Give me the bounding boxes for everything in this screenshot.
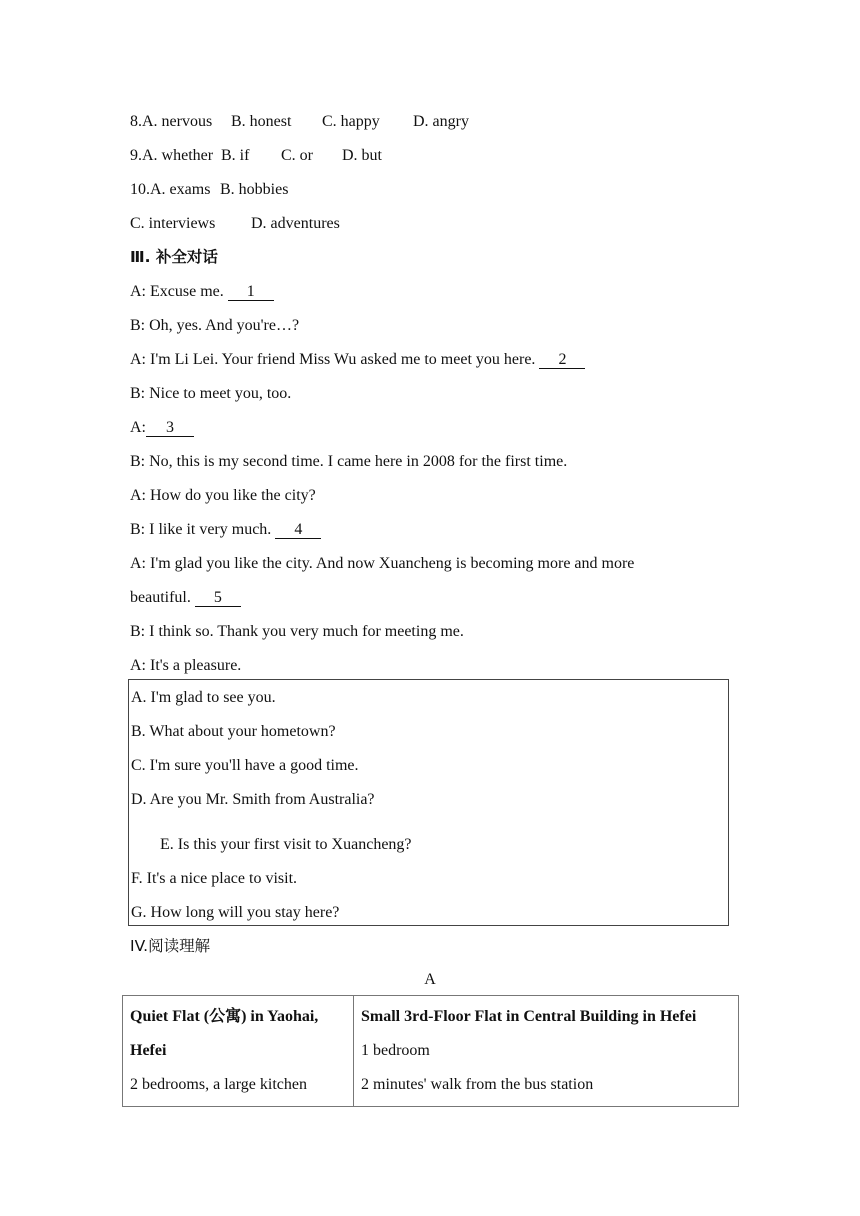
dialogue-text: B: Nice to meet you, too.: [130, 385, 292, 402]
question-8: [130, 112, 469, 132]
dialogue-text: B: Oh, yes. And you're…?: [130, 317, 300, 334]
option-d: D. adventures: [251, 215, 340, 232]
option-item: C. I'm sure you'll have a good time.: [131, 757, 359, 774]
option-d: D. angry: [413, 113, 469, 130]
option-d: D. but: [342, 147, 382, 164]
option-b: B. hobbies: [220, 181, 289, 198]
dialogue-text: B: I think so. Thank you very much for meeting me.: [130, 623, 464, 640]
dialogue-line: [130, 418, 194, 438]
dialogue-text: beautiful.: [130, 589, 195, 606]
flat-detail: 1 bedroom: [361, 1042, 430, 1059]
option-item: B. What about your hometown?: [131, 723, 336, 740]
option-a: A. exams: [150, 181, 211, 198]
option-c: C. interviews: [130, 215, 216, 232]
flat-detail: 2 minutes' walk from the bus station: [361, 1076, 594, 1093]
option-item: G. How long will you stay here?: [131, 904, 340, 921]
section-3-heading: Ⅲ. 补全对话: [130, 248, 218, 266]
dialogue-text: A: It's a pleasure.: [130, 657, 242, 674]
option-b: B. if: [221, 147, 250, 164]
flat-cell-yaohai: [123, 996, 354, 1107]
dialogue-text: A: Excuse me.: [130, 283, 228, 300]
answer-blank: 1: [228, 283, 274, 301]
dialogue-line: [130, 384, 291, 404]
answer-options-box: [128, 679, 729, 926]
flat-title: Quiet Flat (公寓) in Yaohai,: [130, 1008, 319, 1025]
question-10-continued: [130, 214, 340, 234]
question-number: 9.: [130, 147, 142, 164]
flats-table: [122, 995, 739, 1107]
option-item: F. It's a nice place to visit.: [131, 870, 298, 887]
table-row: [123, 996, 739, 1107]
question-number: 10.: [130, 181, 150, 198]
flat-title-continued: Hefei: [130, 1042, 167, 1059]
question-9: [130, 146, 382, 166]
dialogue-text: A: I'm glad you like the city. And now Xuancheng is becoming more and more: [130, 555, 635, 572]
dialogue-line: [130, 282, 274, 302]
answer-blank: 4: [275, 521, 321, 539]
answer-blank: 3: [146, 419, 194, 437]
option-c: C. happy: [322, 113, 380, 130]
flat-cell-central: [354, 996, 739, 1107]
option-c: C. or: [281, 147, 313, 164]
dialogue-line: [130, 656, 241, 676]
dialogue-text: A: I'm Li Lei. Your friend Miss Wu asked me to meet you here.: [130, 351, 540, 368]
option-item: A. I'm glad to see you.: [131, 689, 276, 706]
answer-blank: 5: [195, 589, 241, 607]
dialogue-line: [130, 588, 241, 608]
dialogue-line: [130, 554, 634, 574]
question-10: [130, 180, 288, 200]
dialogue-text: A:: [130, 419, 146, 436]
passage-label: A: [424, 971, 436, 988]
option-a: A. nervous: [142, 113, 213, 130]
question-number: 8.: [130, 113, 142, 130]
dialogue-line: [130, 316, 299, 336]
dialogue-line: [130, 622, 464, 642]
option-item: D. Are you Mr. Smith from Australia?: [131, 791, 375, 808]
dialogue-line: [130, 452, 567, 472]
option-item: E. Is this your first visit to Xuancheng?: [160, 836, 412, 853]
dialogue-line: [130, 486, 316, 506]
dialogue-line: [130, 350, 585, 370]
option-b: B. honest: [231, 113, 292, 130]
section-4-heading: IV.阅读理解: [130, 937, 211, 955]
flat-title: Small 3rd-Floor Flat in Central Building in Hefei: [361, 1008, 697, 1025]
answer-blank: 2: [539, 351, 585, 369]
flat-detail: 2 bedrooms, a large kitchen: [130, 1076, 307, 1093]
dialogue-text: A: How do you like the city?: [130, 487, 316, 504]
dialogue-line: [130, 520, 321, 540]
dialogue-text: B: No, this is my second time. I came here in 2008 for the first time.: [130, 453, 568, 470]
option-a: A. whether: [142, 147, 214, 164]
dialogue-text: B: I like it very much.: [130, 521, 276, 538]
